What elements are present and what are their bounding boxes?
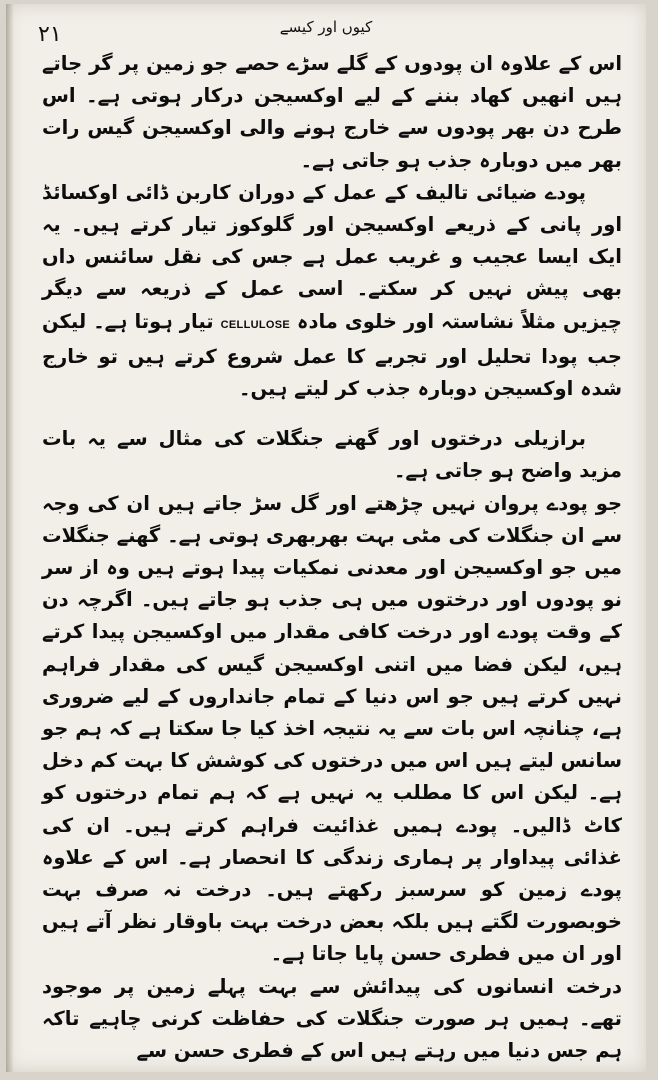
paragraph-1: اس کے علاوہ ان پودوں کے گلے سڑے حصے جو زمین پر گر جاتے ہیں انھیں کھاد بننے کے لیے اوکسیجن درکار ہوتی ہے۔ اس طرح دن بھر پودوں سے خارج ہونے والی اوکسیجن گیس رات بھر میں دوبارہ جذب ہو جاتی ہے۔	[42, 52, 622, 172]
paragraph-2-text: پودے ضیائی تالیف کے عمل کے دوران کاربن ڈائی اوکسائڈ اور پانی کے ذریعے اوکسیجن اور گلوکوز تیار کرتے ہیں۔ یہ ایک ایسا عجیب و غریب عمل ہے جس کی نقل سائنس داں بھی پیش نہیں کر سکتے۔ اسی عمل کے ذریعہ سے دیگر چیزیں مثلاً نشاستہ اور خلوی مادہ	[42, 180, 622, 333]
book-page	[6, 4, 646, 1072]
paragraph-spacer	[42, 405, 622, 423]
body-text	[42, 48, 622, 1067]
binding-gutter	[6, 4, 14, 1072]
paragraph-5: درخت انسانوں کی پیدائش سے بہت پہلے زمین پر موجود تھے۔ ہمیں ہر صورت جنگلات کی حفاظت کرنی چاہیے تاکہ ہم جس دنیا میں رہتے ہیں اس کے فطری حسن سے	[42, 974, 622, 1063]
page-number: ۲۱	[38, 22, 62, 47]
paragraph-2	[42, 177, 622, 405]
paragraph-4: جو پودے پروان نہیں چڑھتے اور گل سڑ جاتے ہیں ان کی وجہ سے ان جنگلات کی مٹی بہت بھربھری ہوتی ہے۔ گھنے جنگلات میں جو اوکسیجن اور معدنی نمکیات پیدا ہوتے ہیں وہ از سر نو پودوں اور درختوں میں ہی جذب ہو جاتے ہیں۔ اگرچہ دن کے وقت پودے اور درخت کافی مقدار میں اوکسیجن پیدا کرتے ہیں، لیکن فضا میں اتنی اوکسیجن گیس کی مقدار فراہم نہیں کرتے ہیں جو اس دنیا کے تمام جانداروں کے لیے ضروری ہے، چنانچہ اس بات سے یہ نتیجہ اخذ کیا جا سکتا ہے کہ ہم جو سانس لیتے ہیں اس میں درختوں کی کوشش کا بہت کم دخل ہے۔ لیکن اس کا مطلب یہ نہیں ہے کہ ہم تمام درختوں کو کاٹ ڈالیں۔ پودے ہمیں غذائیت فراہم کرتے ہیں۔ ان کی غذائی پیداوار پر ہماری زندگی کا انحصار ہے۔ اس کے علاوہ پودے زمین کو سرسبز رکھتے ہیں۔ درخت نہ صرف بہت خوبصورت لگتے ہیں بلکہ بعض درخت بہت باوقار نظر آتے ہیں اور ان میں فطری حسن پایا جاتا ہے۔	[42, 491, 622, 966]
cellulose-term: CELLULOSE	[220, 318, 290, 331]
paragraph-3: برازیلی درختوں اور گھنے جنگلات کی مثال سے یہ بات مزید واضح ہو جاتی ہے۔	[42, 427, 622, 483]
running-head: کیوں اور کیسے	[279, 18, 373, 36]
paragraph-2-continuation: تیار ہوتا ہے۔ لیکن جب پودا تحلیل اور تجربے کا عمل شروع کرتے ہیں تو خارج شدہ اوکسیجن دوبارہ جذب کر لیتے ہیں۔	[42, 309, 622, 401]
